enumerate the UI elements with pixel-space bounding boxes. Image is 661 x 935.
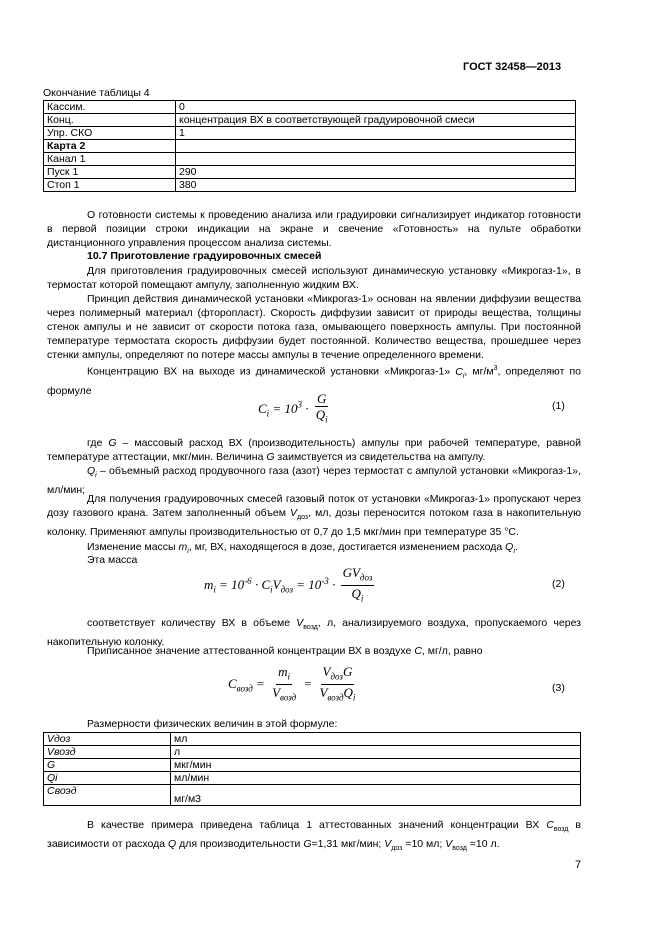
table-cell: Стоп 1 [44,179,176,192]
table4 [43,100,576,192]
paragraph-text: , мг/м [464,365,494,378]
table-cell: мл/мин [171,772,581,785]
paragraph-text: О готовности системы к проведению анализа или градуировки сигнализирует индикатор готовности в первой позиции строки индикации на экране и свечение «Готовность» на пульте обработки дистанционного управления процессом анализа системы. [47,209,581,249]
table-cell: мкг/мин [171,759,581,772]
paragraph-text: – объемный расход продувочного газа (азот) через термостат с ампулой установки «Микрогаз-1», мл/мин; [47,465,581,497]
table-row [44,166,576,179]
table-row [44,759,581,772]
paragraph-text: , л, анализируемого воздуха, пропускаемого через накопительную колонку. [47,617,581,649]
paragraph-text: , мл, дозы переносится потоком газа в накопительную колонку. Применяют ампулы производительностью от 0,7 до 1,5 мкг/мин при температуре 35 °С. [47,507,581,539]
paragraph-gas-flow: Для получения градуировочных смесей газовый поток от установки «Микрогаз-1» пропускают через дозу газового крана. Затем заполненный объем $V_{доз}$, мл, дозы переносится потоком газа в накопительную колонку. Применяют ампулы производительностью от 0,7 до 1,5 мкг/мин при температуре 35 °С. [47,493,581,539]
paragraph-text: Приписанное значение аттестованной концентрации ВХ в воздухе [87,645,415,657]
paragraph-text: в зависимости от расхода [47,819,582,851]
equation-number: (3) [552,682,565,694]
table-cell: Конц. [44,114,176,127]
paragraph-text: Для получения градуировочных смесей газовый поток от установки «Микрогаз-1» пропускают через дозу газового крана. Затем заполненный объем [47,493,581,519]
paragraph-qi: $Q_i$ – объемный расход продувочного газа (азот) через термостат с ампулой установки «Микрогаз-1», мл/мин; [47,465,581,497]
paragraph-readiness [47,208,581,250]
table-row [44,140,576,153]
table-cell: 380 [176,179,576,192]
table-cell: Пуск 1 [44,166,176,179]
table-row [44,153,576,166]
table-row [44,746,581,759]
document-code: ГОСТ 32458—2013 [463,61,562,73]
table-cell: л [171,746,581,759]
paragraph-example: В качестве примера приведена таблица 1 аттестованных значений концентрации ВХ $C_{возд}$ в зависимости от расхода Q для производительности G=1,31 мкг/мин; $V_{доз} =10$ мл; $V_{возд} =10$ л. [47,819,582,853]
paragraph-where-g: где G – массовый расход ВХ (производительность) ампулы при рабочей температуре, равной температуре аттестации, мкг/мин. Величина G заимствуется из свидетельства на ампулу. [47,437,581,463]
table-cell: G [44,759,171,772]
equation-number: (1) [552,400,565,412]
paragraph-text: , определяют по формуле [47,365,581,397]
paragraph-text: , мг, ВХ, находящегося в дозе, достигается изменением расхода [188,541,506,553]
paragraph-mass-change: Изменение массы $m_i$, мг, ВХ, находящегося в дозе, достигается изменением расхода $Q_i$. [87,541,518,556]
paragraph-text: =10 мл; [402,838,446,851]
section-title: 10.7 Приготовление градуировочных смесей [87,250,322,262]
paragraph-text: соответствует количеству ВХ в объеме [87,617,297,629]
table-cell: Своэд [44,785,171,806]
paragraph-text: =1,31 мкг/мин; [311,838,385,851]
formula-1: $C_i = 10^3$ · $\frac{G}{Q_i}$ [258,391,328,425]
paragraph-text: В качестве примера приведена таблица 1 аттестованных значений концентрации ВХ [87,819,547,831]
paragraph-volume: соответствует количеству ВХ в объеме $V_{возд}$, л, анализируемого воздуха, пропускаемого через накопительную колонку. [47,617,581,649]
table-cell: Карта 2 [44,140,176,153]
table-cell: Qi [44,772,171,785]
units-table [43,732,581,806]
paragraph-text: где [87,437,109,449]
table-cell: Упр. СКО [44,127,176,140]
table-cell: мг/м3 [171,785,581,806]
table-row [44,785,581,806]
table-cell: Vдоз [44,733,171,746]
paragraph-text: Изменение массы [87,541,179,553]
paragraph-text: – массовый расход ВХ (производительность) ампулы при рабочей температуре, равной температуре аттестации, мкг/мин. Величина [47,437,581,463]
table-cell: Кассим. [44,101,176,114]
paragraph-assigned-value: Приписанное значение аттестованной концентрации ВХ в воздухе C, мг/л, равно [87,645,483,657]
paragraph-preparation [47,264,581,292]
paragraph-text: Принцип действия динамической установки «Микрогаз-1» основан на явлении диффузии вещества через полимерный материал (фторопласт). Скорость диффузии зависит от природы вещества, толщины стенок ампулы и не зависит от скорости потока газа, омывающего поверхность ампулы. При постоянной температуре термостата скорость диффузии будет постоянной. Количество вещества, прошедшее через стенки ампулы, определяют по потере массы ампулы в течение определенного времени. [47,293,581,361]
table-cell: 1 [176,127,576,140]
table-cell: 0 [176,101,576,114]
page-number: 7 [575,859,582,871]
paragraph-concentration: Концентрацию ВХ на выходе из динамической установки «Микрогаз-1» $C_i$, $мг/м^3$, определяют по формуле [47,365,581,397]
paragraph-text: Для приготовления градуировочных смесей используют динамическую установку «Микрогаз-1», в термостат которой помещают ампулу, заполненную жидким ВХ. [47,265,581,291]
table-row [44,101,576,114]
paragraph-dimensions: Размерности физических величин в этой формуле: [87,718,338,730]
paragraph-text: Концентрацию ВХ на выходе из динамической установки «Микрогаз-1» [87,365,456,378]
table-cell [176,153,576,166]
table-cell: 290 [176,166,576,179]
table-cell [176,140,576,153]
table4-caption: Окончание таблицы 4 [43,87,150,99]
table-row [44,179,576,192]
formula-2: $m_i = 10^{-6} \cdot C_iV_{доз} = 10^{-3}$ · $\frac{GV_{доз}}{Q_i}$ [204,565,373,604]
table-cell: концентрация ВХ в соответствующей градуировочной смеси [176,114,576,127]
paragraph-text: , мг/л, равно [421,645,483,657]
paragraph-text: заимствуется из свидетельства на ампулу. [274,451,486,463]
table-cell: мл [171,733,581,746]
table-cell: Vвозд [44,746,171,759]
table-row [44,733,581,746]
formula-3: $C_{возд}$ = $\frac{m_i}{V_{возд}}$ = $\frac{V_{доз}G}{V_{возд}Q_i}$ [228,664,356,703]
paragraph-this-mass: Эта масса [87,554,138,566]
paragraph-text: =10 л. [466,838,500,851]
table-row [44,127,576,140]
table-row [44,772,581,785]
table-cell: Канал 1 [44,153,176,166]
paragraph-text: для производительности [176,838,304,851]
table-row [44,114,576,127]
paragraph-principle [47,292,581,362]
equation-number: (2) [552,578,565,590]
